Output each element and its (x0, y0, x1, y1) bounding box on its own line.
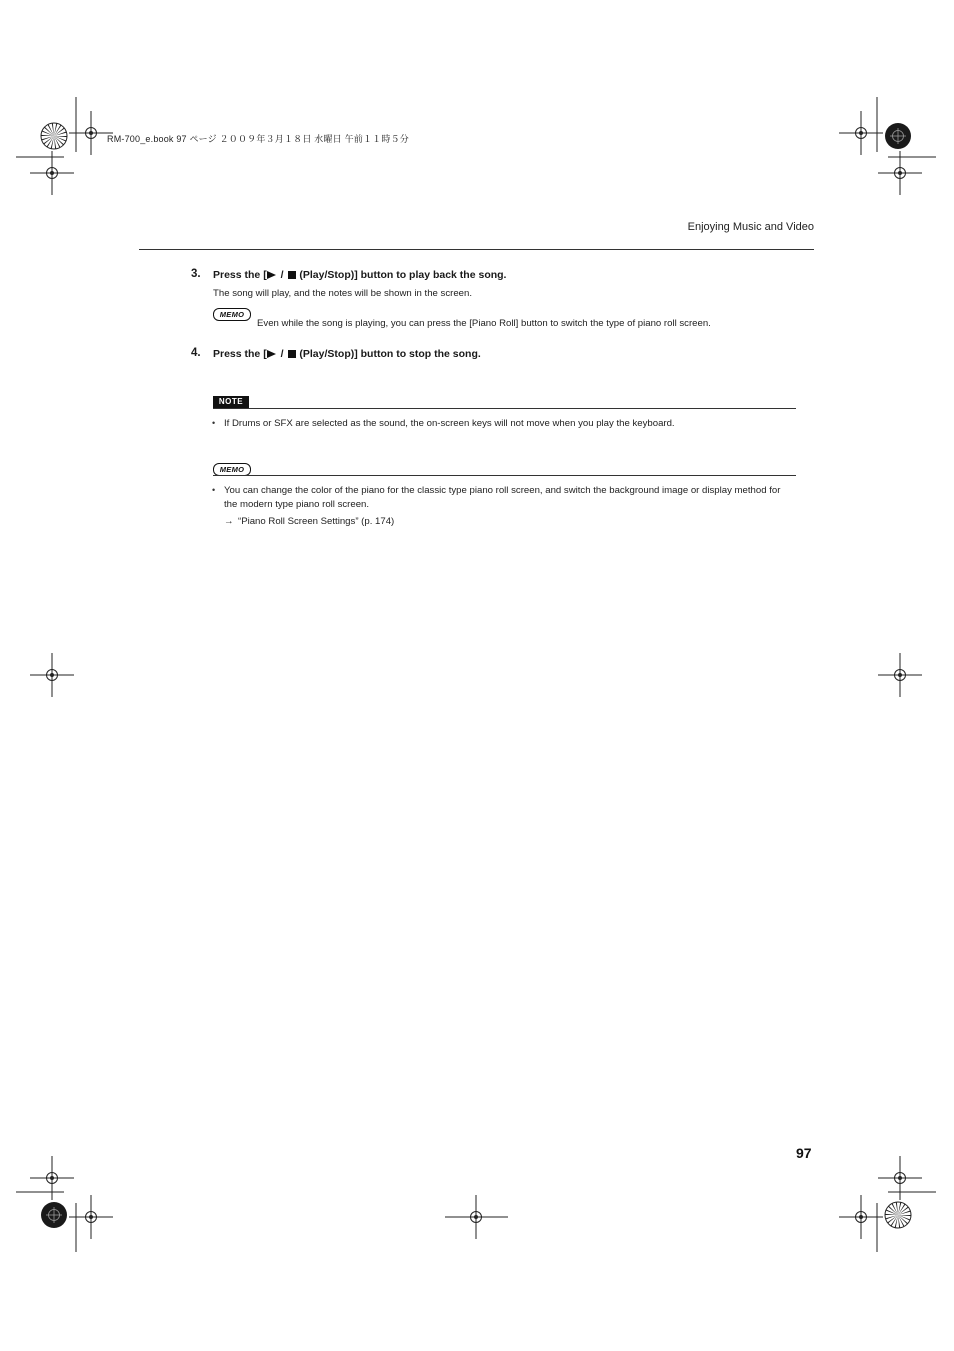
memo-ref-arrow: → (224, 516, 234, 527)
note-icon: NOTE (213, 396, 249, 408)
crosshair-dot (898, 673, 902, 677)
memo-box-icon: MEMO (213, 463, 251, 476)
step-3-text (213, 269, 506, 281)
memo-inline-icon: MEMO (213, 308, 251, 321)
step-4-suffix: (Play/Stop)] button to stop the song. (296, 348, 481, 360)
print-header: RM-700_e.book 97 ページ ２００９年３月１８日 水曜日 午前１１時５分 (107, 134, 409, 144)
running-head: Enjoying Music and Video (687, 221, 814, 233)
step-3-number: 3. (191, 268, 201, 280)
note-rule (213, 408, 796, 409)
step-3-prefix: Press the [ (213, 269, 267, 281)
step-4-text (213, 348, 481, 360)
crosshair-dot (50, 673, 54, 677)
step-3-separator: / (277, 269, 287, 281)
crosshair-dot (89, 1215, 93, 1219)
crosshair-dot (89, 131, 93, 135)
page-number: 97 (796, 1145, 812, 1161)
crosshair-dot (859, 131, 863, 135)
play-triangle-icon (267, 271, 276, 279)
crosshair-dot (898, 1176, 902, 1180)
memo-text-line-2: the modern type piano roll screen. (224, 499, 370, 510)
step-3-suffix: (Play/Stop)] button to play back the song. (296, 269, 507, 281)
step-4-separator: / (277, 348, 287, 360)
memo-ref-link: “Piano Roll Screen Settings” (p. 174) (238, 516, 395, 527)
step-4-prefix: Press the [ (213, 348, 267, 360)
memo-rule (213, 475, 796, 476)
memo-inline-text: Even while the song is playing, you can press the [Piano Roll] button to switch the type of piano roll screen. (257, 318, 711, 329)
memo-text-line-1: You can change the color of the piano for the classic type piano roll screen, and switch the background image or display method for (224, 485, 781, 496)
step-3-description: The song will play, and the notes will be shown in the screen. (213, 288, 472, 299)
crosshair-dot (50, 171, 54, 175)
step-4-number: 4. (191, 347, 201, 359)
crosshair-dot (859, 1215, 863, 1219)
memo-bullet: • (212, 485, 216, 495)
crosshair-dot (50, 1176, 54, 1180)
note-text: If Drums or SFX are selected as the sound, the on-screen keys will not move when you play the keyboard. (224, 418, 675, 429)
crosshair-dot (898, 171, 902, 175)
note-bullet: • (212, 418, 216, 428)
play-triangle-icon (267, 350, 276, 358)
header-rule (139, 249, 814, 250)
